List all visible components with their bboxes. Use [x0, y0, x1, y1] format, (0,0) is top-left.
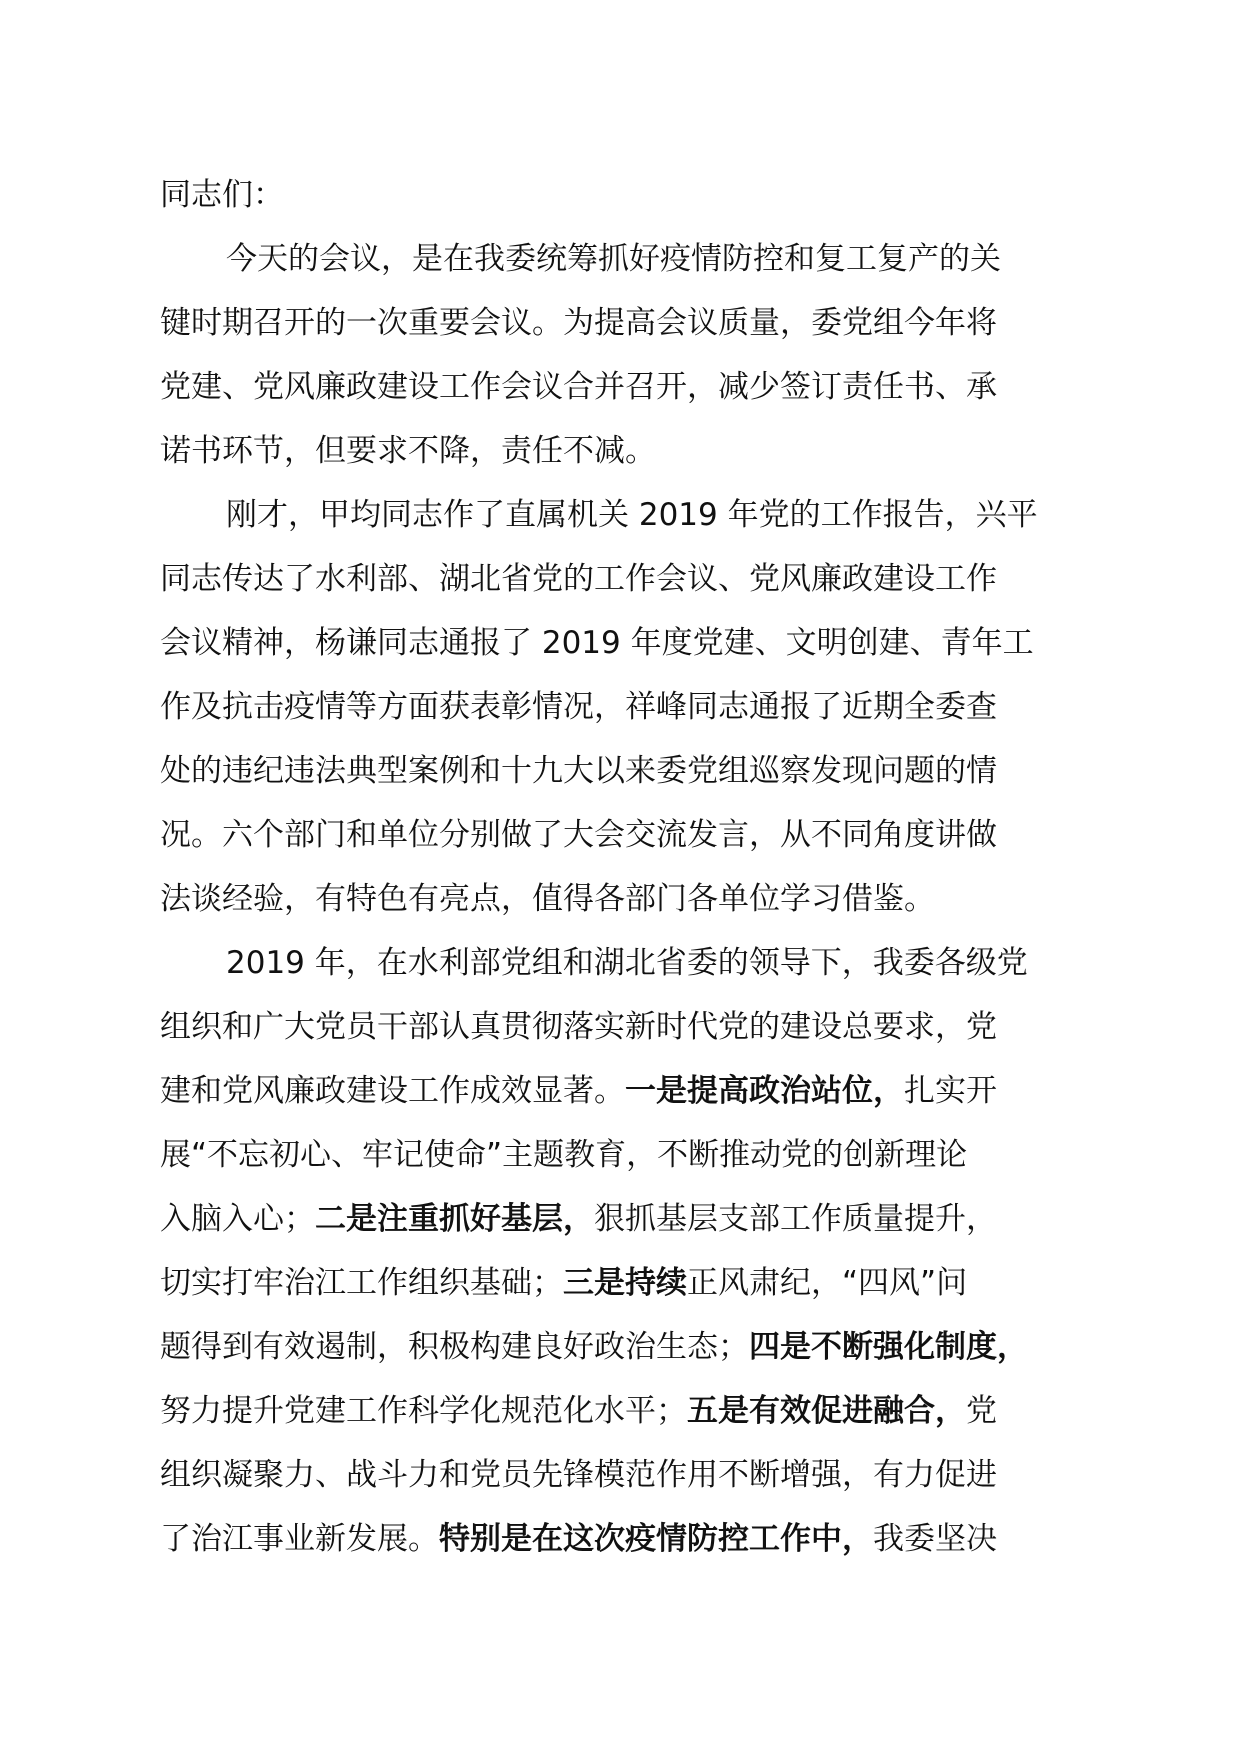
paragraph-line: [160, 867, 1100, 931]
text-run: 扎实开: [904, 1073, 997, 1109]
text-run: 党建、党风廉政建设工作会议合并召开，减少签订责任书、承: [160, 369, 997, 405]
text-run: 法谈经验，有特色有亮点，值得各部门各单位学习借鉴。: [160, 881, 935, 917]
text-run: 诺书环节，但要求不降，责任不减。: [160, 433, 656, 469]
paragraph-line: [160, 931, 1166, 995]
text-run: 会议精神，杨谦同志通报了 2019 年度党建、文明创建、青年工: [160, 625, 1034, 661]
salutation-text: 同志们：: [160, 177, 284, 213]
paragraph-line: [160, 1379, 1100, 1443]
text-run: 展“不忘初心、牢记使命”主题教育，不断推动党的创新理论: [160, 1137, 968, 1173]
text-run: 入脑入心；: [160, 1201, 315, 1237]
bold-text-run: 五是有效促进融合，: [687, 1393, 966, 1429]
text-run: 切实打牢治江工作组织基础；: [160, 1265, 563, 1301]
paragraph-line: [160, 675, 1100, 739]
text-run: 今天的会议，是在我委统筹抓好疫情防控和复工复产的关: [226, 241, 1001, 277]
paragraph-line: [160, 1507, 1100, 1571]
text-run: 同志传达了水利部、湖北省党的工作会议、党风廉政建设工作: [160, 561, 997, 597]
text-run: 处的违纪违法典型案例和十九大以来委党组巡察发现问题的情: [160, 753, 997, 789]
salutation: [160, 163, 1100, 227]
text-run: 2019 年，在水利部党组和湖北省委的领导下，我委各级党: [226, 945, 1028, 981]
bold-text-run: 一是提高政治站位，: [625, 1073, 904, 1109]
bold-text-run: 四是不断强化制度，: [749, 1329, 1028, 1365]
text-run: 作及抗击疫情等方面获表彰情况，祥峰同志通报了近期全委查: [160, 689, 997, 725]
text-run: 狠抓基层支部工作质量提升，: [594, 1201, 997, 1237]
paragraph-line: [160, 1315, 1100, 1379]
text-run: 努力提升党建工作科学化规范化水平；: [160, 1393, 687, 1429]
text-run: 正风肃纪，“四风”问: [687, 1265, 968, 1301]
text-run: 组织和广大党员干部认真贯彻落实新时代党的建设总要求，党: [160, 1009, 997, 1045]
paragraph-line: [160, 547, 1100, 611]
paragraph-line: [160, 355, 1100, 419]
text-run: 我委坚决: [873, 1521, 997, 1557]
text-run: 刚才，甲均同志作了直属机关 2019 年党的工作报告，兴平: [226, 497, 1038, 533]
paragraph-line: [160, 1187, 1100, 1251]
paragraph-line: [160, 1251, 1100, 1315]
paragraph-line: [160, 995, 1100, 1059]
paragraph-line: [160, 611, 1100, 675]
bold-text-run: 二是注重抓好基层，: [315, 1201, 594, 1237]
paragraph-line: [160, 803, 1100, 867]
paragraph-line: [160, 483, 1166, 547]
text-run: 了治江事业新发展。: [160, 1521, 439, 1557]
paragraph-line: [160, 1123, 1100, 1187]
bold-text-run: 三是持续: [563, 1265, 687, 1301]
paragraph-line: [160, 227, 1166, 291]
text-run: 况。六个部门和单位分别做了大会交流发言，从不同角度讲做: [160, 817, 997, 853]
text-run: 题得到有效遏制，积极构建良好政治生态；: [160, 1329, 749, 1365]
paragraph-line: [160, 739, 1100, 803]
text-run: 组织凝聚力、战斗力和党员先锋模范作用不断增强，有力促进: [160, 1457, 997, 1493]
text-run: 键时期召开的一次重要会议。为提高会议质量，委党组今年将: [160, 305, 997, 341]
paragraph-line: [160, 291, 1100, 355]
text-run: 党: [966, 1393, 997, 1429]
paragraph-line: [160, 1059, 1100, 1123]
paragraph-line: [160, 1443, 1100, 1507]
text-run: 建和党风廉政建设工作成效显著。: [160, 1073, 625, 1109]
paragraph-line: [160, 419, 1100, 483]
bold-text-run: 特别是在这次疫情防控工作中，: [439, 1521, 873, 1557]
